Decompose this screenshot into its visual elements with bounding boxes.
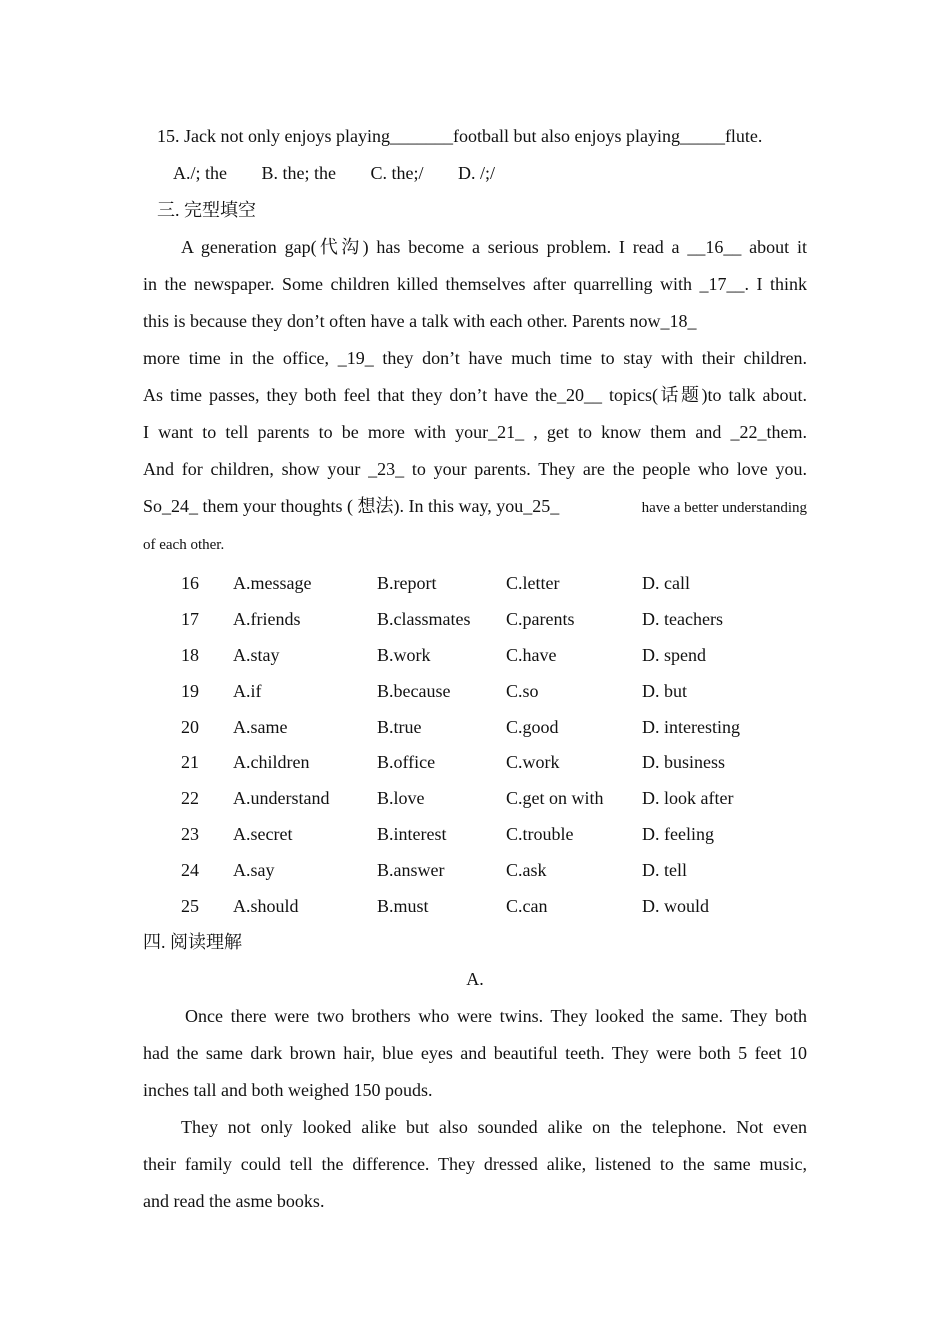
option-row xyxy=(181,888,740,924)
option-a: A.children xyxy=(233,752,310,773)
option-b: B.love xyxy=(377,788,425,809)
section-3-title: 三. 完型填空 xyxy=(157,200,256,220)
option-a: A.say xyxy=(233,859,275,880)
section-4-title: 四. 阅读理解 xyxy=(143,931,242,952)
option-row xyxy=(181,852,740,888)
q15-option-d: D. /;/ xyxy=(458,163,496,183)
option-b: B.true xyxy=(377,716,422,737)
option-a: A.should xyxy=(233,895,299,916)
cloze-line-1: A generation gap(代沟) has become a serious problem. I read a __16__ about it xyxy=(181,237,807,257)
cloze-line-2: in the newspaper. Some children killed themselves after quarrelling with _17__. I think xyxy=(143,274,807,294)
question-number: 16 xyxy=(181,573,199,594)
cloze-line-6: I want to tell parents to be more with your_21_ , get to know them and _22_them. xyxy=(143,422,807,442)
option-c: C.have xyxy=(506,644,557,665)
passage-label: A. xyxy=(466,968,484,989)
reading-p1-line-2: had the same dark brown hair, blue eyes and beautiful teeth. They were both 5 feet 10 xyxy=(143,1042,807,1063)
option-a: A.message xyxy=(233,573,312,594)
option-c: C.can xyxy=(506,895,548,916)
option-b: B.work xyxy=(377,644,431,665)
option-a: A.same xyxy=(233,716,288,737)
option-b: B.must xyxy=(377,895,429,916)
reading-p1-line-1: Once there were two brothers who were twins. They looked the same. They both xyxy=(185,1005,807,1026)
option-d: D. teachers xyxy=(642,609,723,630)
option-row xyxy=(181,745,740,781)
reading-p2-line-2: their family could tell the difference. They dressed alike, listened to the same music, xyxy=(143,1153,807,1174)
option-c: C.get on with xyxy=(506,788,604,809)
option-d: D. feeling xyxy=(642,823,714,844)
option-a: A.stay xyxy=(233,644,280,665)
cloze-passage xyxy=(143,229,807,564)
option-a: A.understand xyxy=(233,788,330,809)
option-b: B.answer xyxy=(377,859,445,880)
option-d: D. but xyxy=(642,680,687,701)
option-c: C.good xyxy=(506,716,559,737)
option-b: B.classmates xyxy=(377,609,471,630)
option-d: D. would xyxy=(642,895,709,916)
question-number: 24 xyxy=(181,859,199,880)
cloze-line-5: As time passes, they both feel that they don’t have the_20__ topics(话题)to talk about. xyxy=(143,385,807,405)
option-a: A.secret xyxy=(233,823,293,844)
option-c: C.ask xyxy=(506,859,547,880)
option-c: C.trouble xyxy=(506,823,574,844)
question-number: 19 xyxy=(181,680,199,701)
option-d: D. business xyxy=(642,752,726,773)
cloze-line-9: of each other. xyxy=(143,537,225,553)
question-number: 22 xyxy=(181,788,199,809)
reading-paragraph-2 xyxy=(143,1109,807,1220)
question-number: 17 xyxy=(181,609,199,630)
cloze-line-3: this is because they don’t often have a talk with each other. Parents now_18_ xyxy=(143,311,697,331)
reading-paragraph-1 xyxy=(143,998,807,1109)
option-b: B.because xyxy=(377,680,451,701)
question-number: 21 xyxy=(181,752,199,773)
option-c: C.work xyxy=(506,752,560,773)
option-d: D. look after xyxy=(642,788,734,809)
cloze-line-4: more time in the office, _19_ they don’t have much time to stay with their children. xyxy=(143,348,807,368)
q15-option-a: A./; the xyxy=(173,163,227,183)
option-row xyxy=(181,602,740,638)
question-number: 23 xyxy=(181,823,199,844)
question-number: 18 xyxy=(181,644,199,665)
option-row xyxy=(181,638,740,674)
option-a: A.if xyxy=(233,680,262,701)
reading-p1-line-3: inches tall and both weighed 150 pouds. xyxy=(143,1079,433,1100)
option-b: B.interest xyxy=(377,823,447,844)
option-row xyxy=(181,781,740,817)
option-d: D. tell xyxy=(642,859,687,880)
option-b: B.report xyxy=(377,573,437,594)
option-c: C.parents xyxy=(506,609,575,630)
q15-option-b: B. the; the xyxy=(261,163,336,183)
option-row xyxy=(181,566,740,602)
option-row xyxy=(181,817,740,853)
question-15-stem: 15. Jack not only enjoys playing_______football but also enjoys playing_____flute. xyxy=(157,126,763,146)
option-row xyxy=(181,709,740,745)
q15-option-c: C. the;/ xyxy=(370,163,424,183)
option-d: D. call xyxy=(642,573,690,594)
option-d: D. spend xyxy=(642,644,706,665)
option-b: B.office xyxy=(377,752,436,773)
cloze-line-8-main: So_24_ them your thoughts ( 想法). In this way, you_25_ xyxy=(143,496,560,516)
cloze-line-8-small: have a better understanding xyxy=(641,500,807,516)
reading-p2-line-1: They not only looked alike but also sounded alike on the telephone. Not even xyxy=(181,1116,807,1137)
question-15-options xyxy=(143,155,807,192)
question-number: 25 xyxy=(181,895,199,916)
cloze-options-table xyxy=(181,566,740,924)
option-c: C.letter xyxy=(506,573,560,594)
option-d: D. interesting xyxy=(642,716,740,737)
worksheet-page xyxy=(143,118,807,1220)
option-c: C.so xyxy=(506,680,539,701)
question-number: 20 xyxy=(181,716,199,737)
option-a: A.friends xyxy=(233,609,301,630)
cloze-line-8 xyxy=(143,488,807,527)
option-row xyxy=(181,673,740,709)
cloze-line-7: And for children, show your _23_ to your parents. They are the people who love you. xyxy=(143,459,807,479)
reading-p2-line-3: and read the asme books. xyxy=(143,1190,325,1211)
